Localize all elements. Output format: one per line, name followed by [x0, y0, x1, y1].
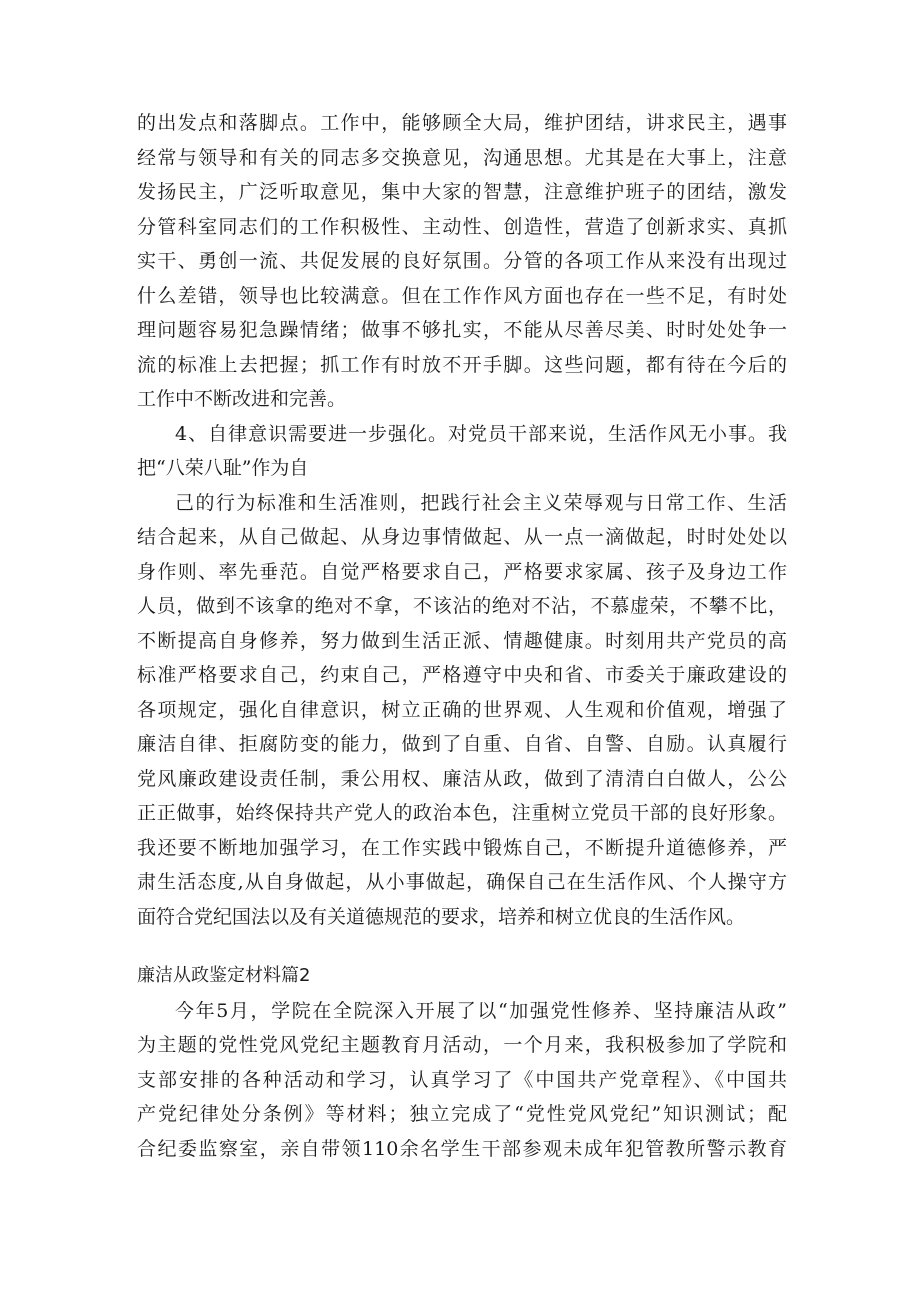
text-line: 肃生活态度,从自身做起，从小事做起，确保自己在生活作风、个人操守方	[137, 871, 787, 893]
text-line: 今年5月，学院在全院深入开展了以“加强党性修养、坚持廉洁从政”	[175, 999, 787, 1022]
text-line: 人员，做到不该拿的绝对不拿，不该沾的绝对不沾，不慕虚荣，不攀不比，	[137, 595, 787, 617]
paragraph-work-style	[137, 106, 787, 417]
text-line: 面符合党纪国法以及有关道德规范的要求，培养和树立优良的生活作风。	[137, 905, 746, 928]
paragraph-education-month	[137, 994, 787, 1167]
text-line: 支部安排的各种活动和学习，认真学习了《中国共产党章程》、《中国共	[137, 1068, 787, 1091]
text-line: 各项规定，强化自律意识，树立正确的世界观、人生观和价值观，增强了	[137, 698, 787, 721]
text-line: 4、自律意识需要进一步强化。对党员干部来说，生活作风无小事。我	[175, 422, 787, 445]
text-line: 实干、勇创一流、共促发展的良好氛围。分管的各项工作从来没有出现过	[137, 250, 787, 272]
text-line: 什么差错，领导也比较满意。但在工作作风方面也存在一些不足，有时处	[137, 284, 787, 307]
text-line: 发扬民主，广泛听取意见，集中大家的智慧，注意维护班子的团结，激发	[137, 181, 787, 203]
section-heading: 廉洁从政鉴定材料篇2	[137, 965, 311, 986]
text-line: 的出发点和落脚点。工作中，能够顾全大局，维护团结，讲求民主，遇事	[137, 112, 787, 134]
text-line: 流的标准上去把握；抓工作有时放不开手脚。这些问题，都有待在今后的	[137, 353, 787, 376]
text-line: 为主题的党性党风党纪主题教育月活动，一个月来，我积极参加了学院和	[137, 1034, 787, 1056]
text-line: 我还要不断地加强学习，在工作实践中锻炼自己，不断提升道德修养，严	[137, 836, 787, 859]
section-gap	[137, 934, 787, 959]
paragraph-self-discipline	[137, 417, 787, 486]
text-line: 廉洁自律、拒腐防变的能力，做到了自重、自省、自警、自励。认真履行	[137, 733, 787, 755]
text-line: 己的行为标准和生活准则，把践行社会主义荣辱观与日常工作、生活	[175, 491, 787, 514]
paragraph-code-of-conduct	[137, 486, 787, 935]
text-line: 理问题容易犯急躁情绪；做事不够扎实，不能从尽善尽美、时时处处争一	[137, 319, 787, 341]
text-line: 合纪委监察室，亲自带领110余名学生干部参观未成年犯管教所警示教育	[137, 1137, 787, 1160]
text-line: 正正做事，始终保持共产党人的政治本色，注重树立党员干部的良好形象。	[137, 802, 787, 824]
text-line: 身作则、率先垂范。自觉严格要求自己，严格要求家属、孩子及身边工作	[137, 560, 787, 583]
text-line: 把“八荣八耻”作为自	[137, 457, 309, 479]
text-line: 不断提高自身修养，努力做到生活正派、情趣健康。时刻用共产党员的高	[137, 629, 787, 652]
text-line: 产党纪律处分条例》等材料；独立完成了“党性党风党纪”知识测试；配	[137, 1103, 787, 1125]
text-line: 标准严格要求自己，约束自己，严格遵守中央和省、市委关于廉政建设的	[137, 664, 787, 686]
text-line: 分管科室同志们的工作积极性、主动性、创造性，营造了创新求实、真抓	[137, 215, 787, 238]
text-line: 经常与领导和有关的同志多交换意见，沟通思想。尤其是在大事上，注意	[137, 146, 787, 169]
document-body	[137, 106, 787, 1166]
text-line: 党风廉政建设责任制，秉公用权、廉洁从政，做到了清清白白做人，公公	[137, 767, 787, 790]
text-line: 工作中不断改进和完善。	[137, 388, 347, 410]
text-line: 结合起来，从自己做起、从身边事情做起、从一点一滴做起，时时处处以	[137, 526, 787, 548]
